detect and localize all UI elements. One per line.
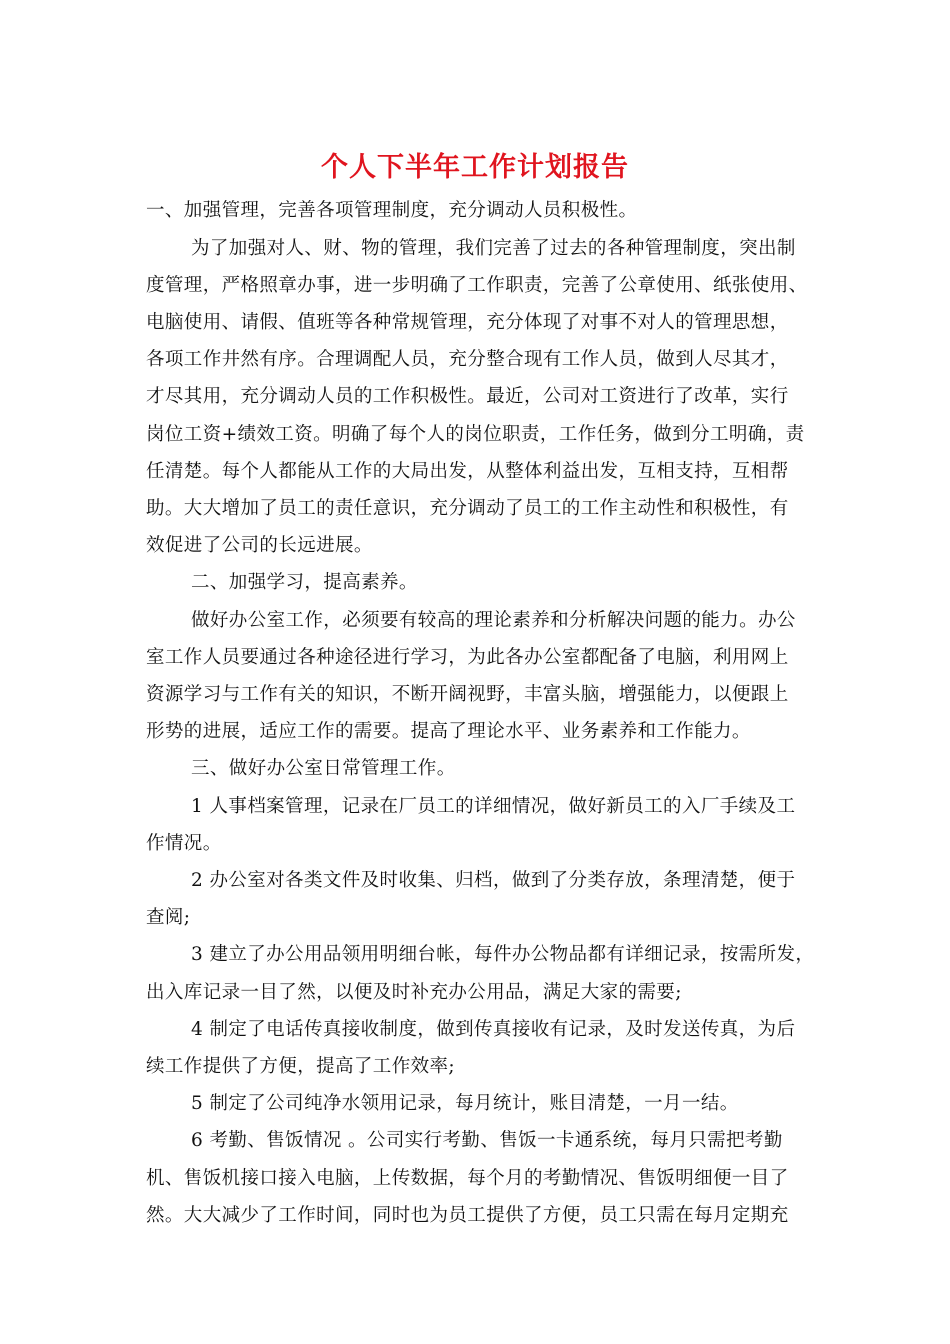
paragraph-line: 效促进了公司的长远进展。 (146, 535, 373, 556)
paragraph-line: 做好办公室工作，必须要有较高的理论素养和分析解决问题的能力。办公 (191, 610, 796, 631)
list-item-line: 作情况。 (146, 833, 222, 854)
paragraph-line: 为了加强对人、财、物的管理，我们完善了过去的各种管理制度，突出制 (191, 238, 796, 259)
section-heading-3: 三、做好办公室日常管理工作。 (191, 758, 456, 779)
list-item-line: 查阅; (146, 907, 191, 928)
paragraph-line: 室工作人员要通过各种途径进行学习，为此各办公室都配备了电脑，利用网上 (146, 647, 789, 668)
paragraph-line: 形势的进展，适应工作的需要。提高了理论水平、业务素养和工作能力。 (146, 721, 751, 742)
document-title: 个人下半年工作计划报告 (321, 152, 629, 183)
paragraph-line: 助。大大增加了员工的责任意识，充分调动了员工的工作主动性和积极性，有 (146, 498, 789, 519)
list-item-line: 2 办公室对各类文件及时收集、归档，做到了分类存放，条理清楚，便于 (191, 870, 796, 891)
list-item-line: 5 制定了公司纯净水领用记录，每月统计，账目清楚，一月一结。 (191, 1093, 739, 1114)
list-item-line: 出入库记录一目了然，以便及时补充办公用品，满足大家的需要; (146, 982, 682, 1003)
section-heading-2: 二、加强学习，提高素养。 (191, 572, 418, 593)
section-heading-1: 一、加强管理，完善各项管理制度，充分调动人员积极性。 (146, 200, 638, 221)
paragraph-line: 电脑使用、请假、值班等各种常规管理，充分体现了对事不对人的管理思想， (146, 312, 789, 333)
list-item-line: 续工作提供了方便，提高了工作效率; (146, 1056, 456, 1077)
list-item-line: 机、售饭机接口接入电脑，上传数据，每个月的考勤情况、售饭明细便一目了 (146, 1168, 789, 1189)
list-item-line: 4 制定了电话传真接收制度，做到传真接收有记录，及时发送传真，为后 (191, 1019, 796, 1040)
list-item-line: 1 人事档案管理，记录在厂员工的详细情况，做好新员工的入厂手续及工 (191, 796, 796, 817)
paragraph-line: 才尽其用，充分调动人员的工作积极性。最近，公司对工资进行了改革，实行 (146, 386, 789, 407)
paragraph-line: 度管理，严格照章办事，进一步明确了工作职责，完善了公章使用、纸张使用、 (146, 275, 808, 296)
list-item-line: 3 建立了办公用品领用明细台帐，每件办公物品都有详细记录，按需所发， (191, 944, 815, 965)
paragraph-line: 任清楚。每个人都能从工作的大局出发，从整体利益出发，互相支持，互相帮 (146, 461, 789, 482)
paragraph-line: 资源学习与工作有关的知识，不断开阔视野，丰富头脑，增强能力，以便跟上 (146, 684, 789, 705)
list-item-line: 然。大大减少了工作时间，同时也为员工提供了方便，员工只需在每月定期充 (146, 1205, 789, 1226)
paragraph-line: 各项工作井然有序。合理调配人员，充分整合现有工作人员，做到人尽其才， (146, 349, 789, 370)
list-item-line: 6 考勤、售饭情况 。公司实行考勤、售饭一卡通系统，每月只需把考勤 (191, 1130, 783, 1151)
paragraph-line: 岗位工资+绩效工资。明确了每个人的岗位职责，工作任务，做到分工明确，责 (146, 424, 805, 445)
